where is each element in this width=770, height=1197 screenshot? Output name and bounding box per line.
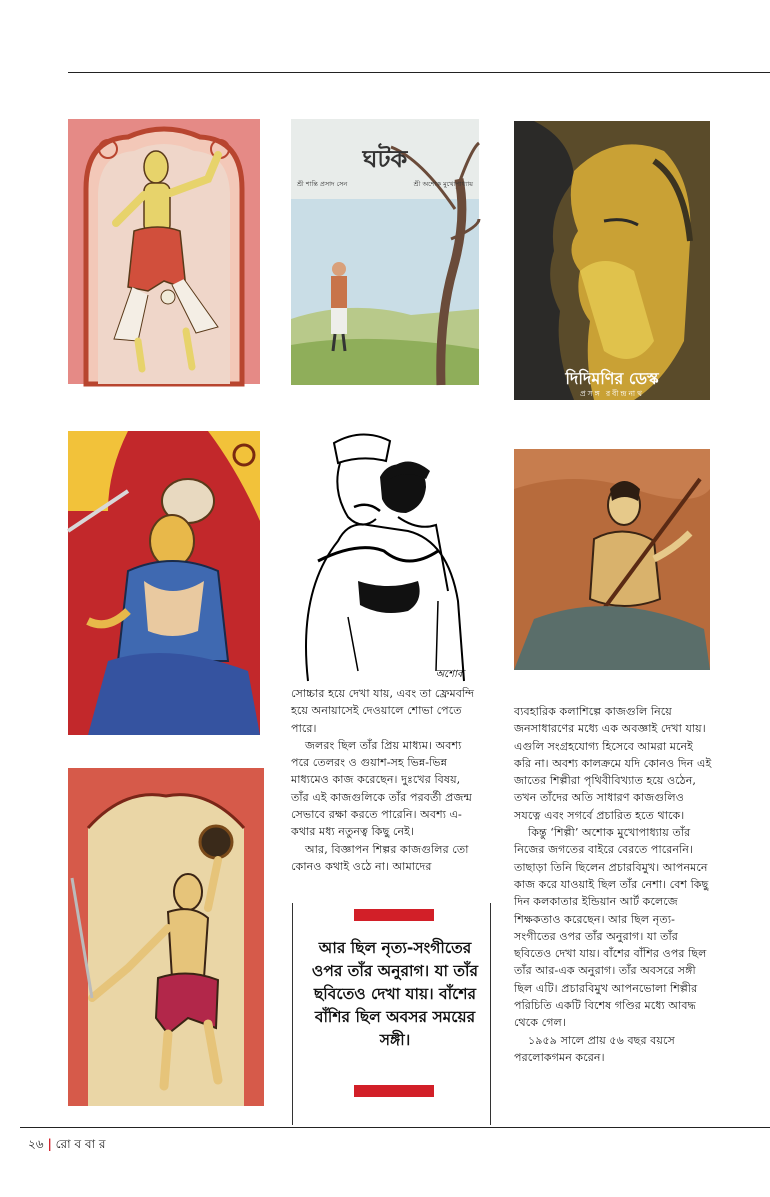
right-paragraph-1: ব্যবহারিক কলাশিল্পে কাজগুলি নিয়ে জনসাধারণের মধ্যে এক অবজ্ঞাই দেখা যায়। এগুলি সংগ্রহযোগ্য হিসেবে আমরা মনেই করি না। অবশ্য কালক্রমে যদি কোনও দিন এই জাতের শিল্পীরা পৃথিবীবিখ্যাত হয়ে ওঠেন, তখন তাঁদের অতি সাধারণ কাজগুলিও সযত্নে এবং সগর্বে প্রচারিত হতে থাকে। [514,705,712,822]
cartoon-signature: অশোক [435,669,464,680]
middle-paragraph-2: জলরং ছিল তাঁর প্রিয় মাধ্যম। অবশ্য পরে তেলরং ও গুয়াশ-সহ ভিন্ন-ভিন্ন মাধ্যমেও কাজ করেছেন। দুঃখের বিষয়, তাঁর এই কাজগুলিকে তাঁর পরবর্তী প্রজন্ম সেভাবে রক্ষা করতে পারেনি। অবশ্য এ-কথার মধ্য নতুনত্ব কিছু নেই। [291,738,472,839]
bottom-rule [20,1127,770,1128]
pullquote-bar-bottom [354,1085,434,1097]
middle-column-rule [292,903,293,1125]
didimoni-title: দিদিমণির ডেস্ক [565,369,659,388]
middle-paragraph-3: আর, বিজ্ঞাপন শিল্পর কাজগুলির তো কোনও কথাই ওঠে না। আমাদের [291,842,469,873]
page-folio [28,1136,106,1156]
didimoni-author: মন্দার মুখোপাধ্যায় [572,407,652,420]
page-number: ২৬ [28,1137,44,1151]
painting-veena-player [514,449,710,670]
article-column-middle [291,685,479,875]
didimoni-subtitle: প্রসঙ্গ রবীন্দ্রনাথ [580,389,644,398]
right-paragraph-3: ১৯৫৯ সালে প্রায় ৫৬ বছর বয়সে পরলোকগমন করেন। [514,1033,675,1064]
right-column-rule [490,903,491,1125]
ghotok-byline-right: শ্রী অশোক মুখোপাধ্যায় [413,180,473,188]
painting-dancer-arch [68,119,260,384]
ghotok-title: ঘটক [362,145,408,173]
folio-separator: | [47,1137,52,1151]
book-cover-ghotok [291,119,479,385]
painting-dancer-cymbal [68,768,264,1106]
article-column-right [514,703,712,1066]
top-rule [68,72,770,73]
section-name: রো ব বা র [55,1137,106,1151]
right-paragraph-2: কিন্তু ‘শিল্পী’ অশোক মুখোপাধ্যায় তাঁর নিজের জগতের বাইরে বেরতে পারেননি। তাছাড়া তিনি ছিলেন প্রচারবিমুখ। আপনমনে কাজ করে যাওয়াই ছিল তাঁর নেশা। বেশ কিছু দিন কলকাতার ইন্ডিয়ান আর্ট কলেজে শিক্ষকতাও করেছেন। আর ছিল নৃত্য-সংগীতের ওপর তাঁর অনুরাগ। যা তাঁর ছবিতেও দেখা যায়। বাঁশের বাঁশির ওপর ছিল তাঁর আর-এক অনুরাগ। তাঁর অবসরে সঙ্গী ছিল এটি। প্রচারবিমুখ আপনভোলা শিল্পীর পরিচিতি একটি বিশেষ গণ্ডির মধ্যে আবদ্ধ থেকে গেল। [514,826,709,1030]
cartoon-sketch [288,421,478,699]
book-cover-didimonir-desk [514,121,710,420]
ghotok-byline-left: শ্রী শান্তি প্রসাদ সেন [297,180,348,188]
middle-paragraph-1: সোচ্চার হয়ে দেখা যায়, এবং তা ফ্রেমবন্দি হয়ে অনায়াসেই দেওয়ালে শোভা পেতে পারে। [291,687,475,735]
painting-swordsman [68,431,260,735]
pullquote: আর ছিল নৃত্য-সংগীতের ওপর তাঁর অনুরাগ। যা তাঁর ছবিতেও দেখা যায়। বাঁশের বাঁশির ছিল অবসর সময়ের সঙ্গী। [311,939,479,1049]
pullquote-bar-top [354,909,434,921]
